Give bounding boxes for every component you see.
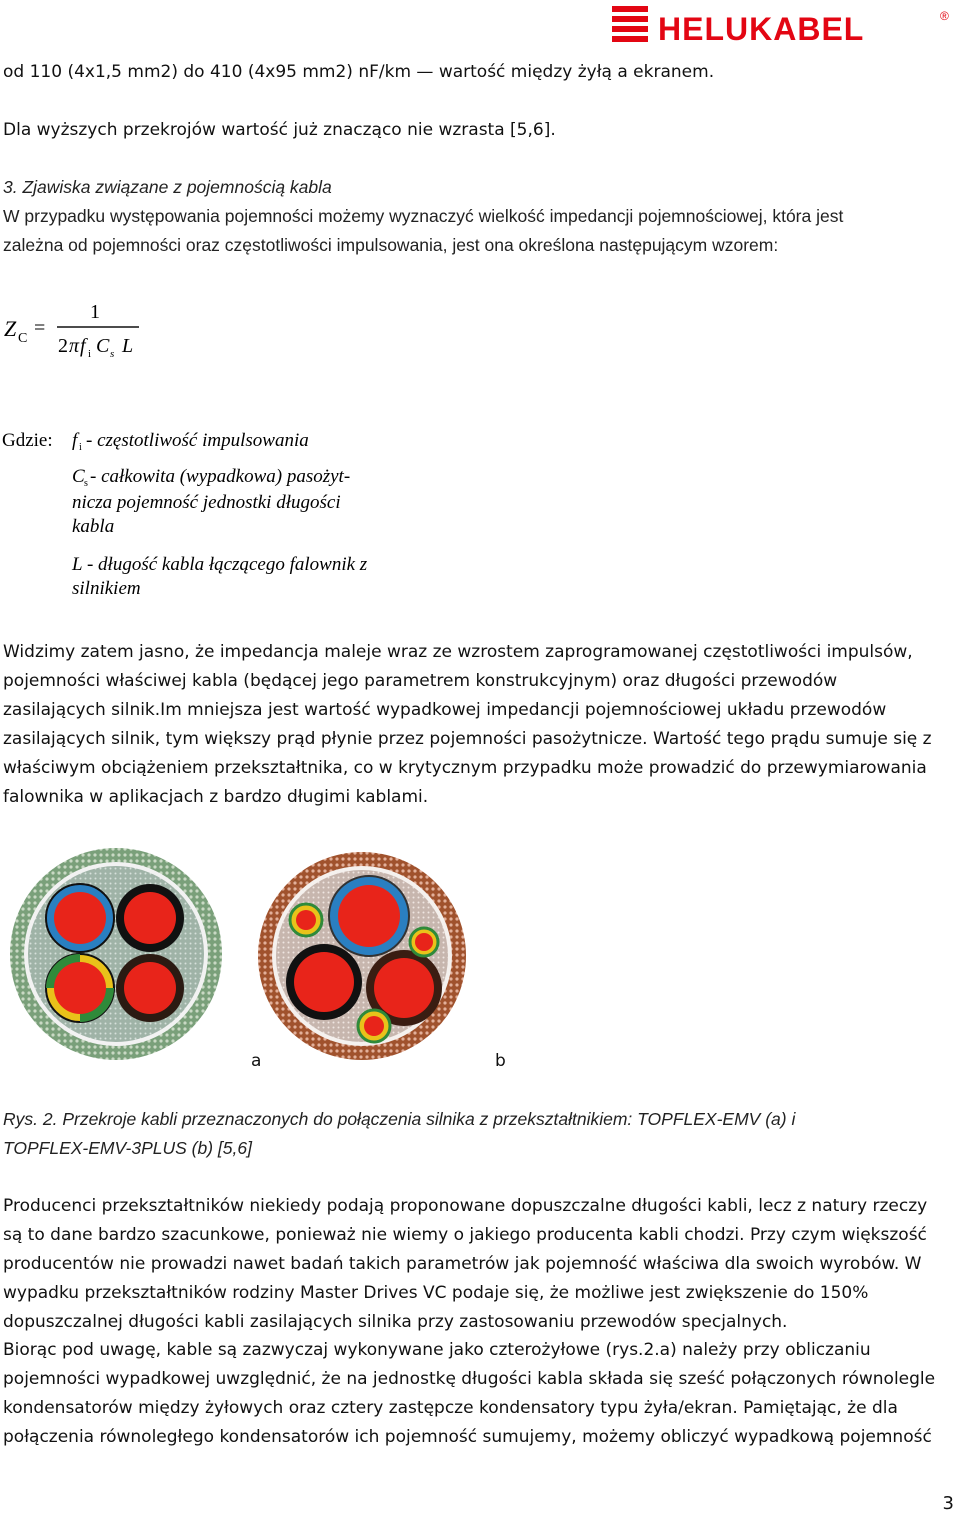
page-number: 3 [942,1493,954,1514]
text-line: pojemności wypadkowej uwzględnić, że na jednostkę długości kabla składa się sześć połączonych równolegle [3,1369,936,1389]
text-line: od 110 (4x1,5 mm2) do 410 (4x95 mm2) nF/km — wartość między żyłą a ekranem. [3,62,715,82]
figure-caption: TOPFLEX-EMV-3PLUS (b) [5,6] [3,1138,252,1158]
text-line: zależna od pojemności oraz częstotliwości impulsowania, jest ona określona następującym wzorem: [3,235,779,255]
cable-cross-section-a [8,846,224,1062]
text-line: wypadku przekształtników rodziny Master Drives VC podaje się, że możliwe jest zwiększenie do 150% [3,1283,869,1303]
text-line: Producenci przekształtników niekiedy podają proponowane dopuszczalne długości kabli, lecz z natury rzeczy [3,1196,928,1216]
figure-label-b: b [495,1051,506,1071]
formula-legend [2,424,422,604]
legend-l-text: silnikiem [72,578,141,599]
legend-gdzie: Gdzie: [2,430,53,451]
text-line: połączenia równoległego kondensatorów ich pojemność sumujemy, możemy obliczyć wypadkową pojemność [3,1427,932,1447]
formula-equals: = [34,317,46,339]
helukabel-logo [610,4,955,44]
cable-a-graphic [8,846,224,1062]
formula-lhs: Z [4,316,17,341]
text-line: są to dane bardzo szacunkowe, ponieważ nie wiemy o jakiego producenta kabli chodzi. Przy czym większość [3,1225,927,1245]
legend-cs-sub: s [84,478,88,489]
formula-den-c-sub: s [110,348,115,360]
text-line: zasilających silnik.Im mniejsza jest wartość wypadkowej impedancji pojemnościowej układu przewodów [3,700,887,720]
legend-cs-text: nicza pojemność jednostki długości [72,492,341,513]
formula-graphic [2,296,152,366]
text-line: pojemności właściwej kabla (będącej jego parametrem konstrukcyjnym) oraz długości przewodów [3,671,838,691]
legend-cs-symbol: C [72,466,85,487]
formula-den-f: f [80,335,86,357]
text-line: W przypadku występowania pojemności możemy wyznaczyć wielkość impedancji pojemnościowej, która jest [3,206,844,226]
text-line: falownika w aplikacjach z bardzo długimi kablami. [3,787,429,807]
text-line: Widzimy zatem jasno, że impedancja maleje wraz ze wzrostem zaprogramowanej częstotliwości impulsów, [3,642,913,662]
formula-lhs-sub: C [18,331,28,346]
text-line: Dla wyższych przekrojów wartość już znacząco nie wzrasta [5,6]. [3,120,556,140]
legend-fi-text: - częstotliwość impulsowania [86,430,309,451]
impedance-formula [2,296,152,366]
figure-label-a: a [251,1051,262,1071]
formula-den-c: C [96,335,110,357]
brand-name: HELUKABEL [658,11,865,44]
formula-den-2: 2 [58,335,68,357]
text-line: zasilających silnik, tym większy prąd płynie przez pojemności pasożytnicze. Wartość tego prądu sumuje się z [3,729,932,749]
cable-b-graphic [256,850,468,1062]
legend-fi-sub: i [79,442,82,453]
legend-l-text: L - długość kabla łączącego falownik z [72,554,368,575]
text-line: Biorąc pod uwagę, kable są zazwyczaj wykonywane jako czterożyłowe (rys.2.a) należy przy obliczaniu [3,1340,871,1360]
text-line: właściwym obciążeniem przekształtnika, co w krytycznym przypadku może prowadzić do przewymiarowania [3,758,927,778]
cable-cross-section-b [256,850,468,1062]
legend-cs-text: kabla [72,516,115,537]
legend-cs-text: - całkowita (wypadkowa) pasożyt- [90,466,351,487]
text-line: kondensatorów między żyłowych oraz cztery zastępcze kondensatory typu żyła/ekran. Pamiętając, że dla [3,1398,898,1418]
helukabel-logo-graphic [610,4,955,44]
section-heading: 3. Zjawiska związane z pojemnością kabla [3,177,332,197]
legend-fi-symbol: f [72,430,78,451]
text-line: producentów nie prowadzi nawet badań takich parametrów jak pojemność właściwa dla swoich wyrobów. W [3,1254,922,1274]
registered-mark: ® [940,9,949,23]
figure-caption: Rys. 2. Przekroje kabli przeznaczonych do połączenia silnika z przekształtnikiem: TOPFLEX-EMV (a) i [3,1109,796,1129]
text-line: dopuszczalnej długości kabli zasilających silnika przy zastosowaniu przewodów specjalnych. [3,1312,788,1332]
formula-den-l: L [122,335,134,357]
formula-numerator: 1 [90,301,100,323]
formula-den-pi: π [69,335,80,357]
formula-den-f-sub: i [88,348,92,360]
legend-graphic [2,424,422,604]
